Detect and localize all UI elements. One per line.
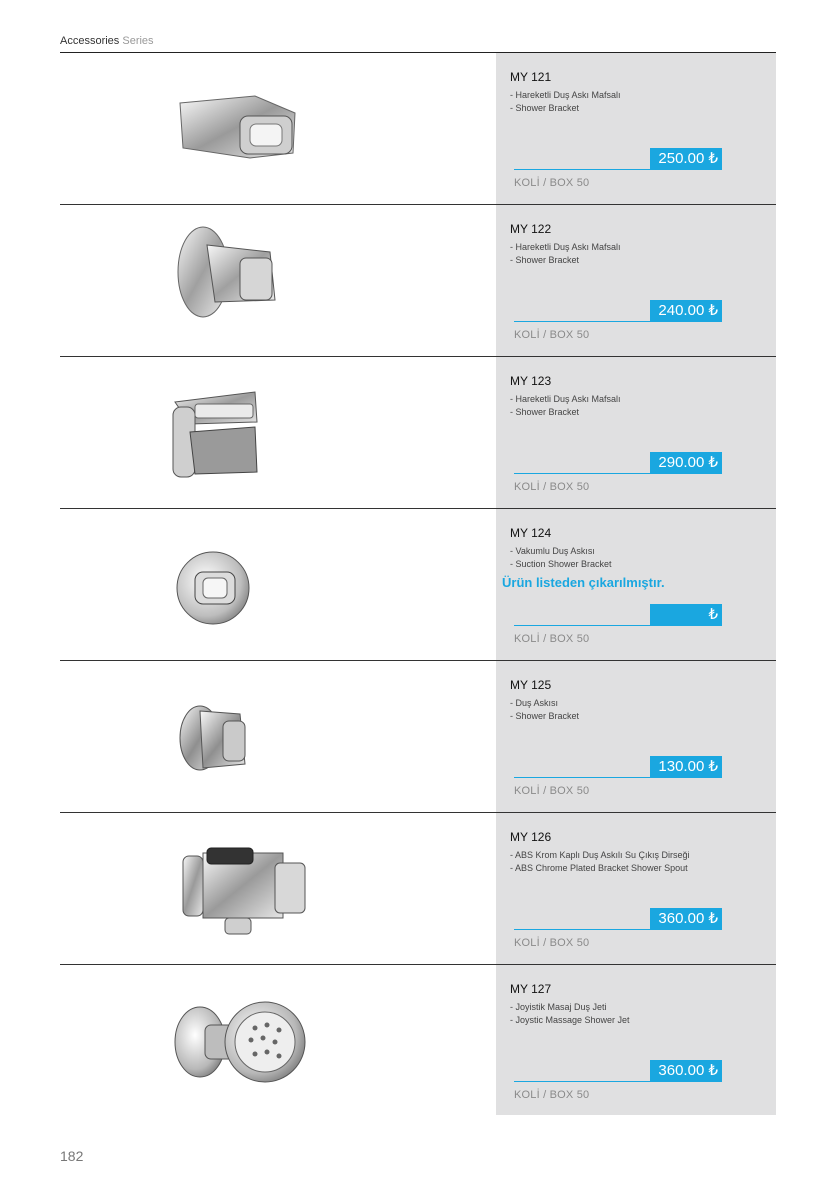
product-description — [510, 393, 621, 419]
price-line — [514, 169, 650, 170]
product-code: MY 121 — [510, 70, 552, 84]
description-en: - ABS Chrome Plated Bracket Shower Spout — [510, 863, 688, 873]
shower-bracket-square-icon — [145, 362, 325, 497]
product-description — [510, 89, 621, 115]
product-row — [60, 509, 776, 661]
box-quantity: KOLİ / BOX 50 — [514, 937, 590, 949]
description-en: - Shower Bracket — [510, 255, 580, 265]
product-code: MY 124 — [510, 526, 552, 540]
price-line — [514, 473, 650, 474]
box-quantity: KOLİ / BOX 50 — [514, 785, 590, 797]
page-number: 182 — [60, 1148, 84, 1164]
price-tag: 240.00 ₺ — [650, 300, 722, 322]
description-tr: - Hareketli Duş Askı Mafsalı — [510, 394, 621, 404]
discontinued-notice: Ürün listeden çıkarılmıştır. — [502, 575, 665, 590]
shower-bracket-round-icon — [145, 210, 325, 345]
product-row — [60, 965, 776, 1115]
box-quantity: KOLİ / BOX 50 — [514, 633, 590, 645]
price-tag: 250.00 ₺ — [650, 148, 722, 170]
product-row — [60, 53, 776, 205]
product-code: MY 125 — [510, 678, 552, 692]
product-description — [510, 241, 621, 267]
price-line — [514, 625, 650, 626]
description-tr: - Joyistik Masaj Duş Jeti — [510, 1002, 607, 1012]
page-header — [60, 35, 154, 47]
price-tag: 360.00 ₺ — [650, 1060, 722, 1082]
product-code: MY 122 — [510, 222, 552, 236]
wall-bracket-icon — [145, 666, 325, 801]
product-code: MY 123 — [510, 374, 552, 388]
description-tr: - Hareketli Duş Askı Mafsalı — [510, 242, 621, 252]
description-tr: - Duş Askısı — [510, 698, 559, 708]
header-series: Series — [122, 35, 154, 47]
price-tag: 360.00 ₺ — [650, 908, 722, 930]
description-tr: - ABS Krom Kaplı Duş Askılı Su Çıkış Dirseği — [510, 850, 690, 860]
description-en: - Shower Bracket — [510, 103, 580, 113]
box-quantity: KOLİ / BOX 50 — [514, 1089, 590, 1101]
product-row — [60, 205, 776, 357]
header-title: Accessories — [60, 35, 120, 47]
product-code: MY 126 — [510, 830, 552, 844]
price-line — [514, 929, 650, 930]
product-row — [60, 813, 776, 965]
price-tag: ₺ — [650, 604, 722, 626]
box-quantity: KOLİ / BOX 50 — [514, 329, 590, 341]
description-en: - Shower Bracket — [510, 711, 580, 721]
price-tag: 290.00 ₺ — [650, 452, 722, 474]
price-line — [514, 777, 650, 778]
product-description — [510, 697, 579, 723]
description-en: - Joystic Massage Shower Jet — [510, 1015, 630, 1025]
price-line — [514, 1081, 650, 1082]
box-quantity: KOLİ / BOX 50 — [514, 481, 590, 493]
product-row — [60, 357, 776, 509]
product-description — [510, 849, 690, 875]
description-tr: - Vakumlu Duş Askısı — [510, 546, 595, 556]
massage-jet-icon — [145, 970, 325, 1105]
shower-bracket-icon — [145, 58, 325, 193]
price-line — [514, 321, 650, 322]
price-tag: 130.00 ₺ — [650, 756, 722, 778]
description-en: - Shower Bracket — [510, 407, 580, 417]
suction-bracket-icon — [145, 514, 325, 649]
product-row — [60, 661, 776, 813]
product-code: MY 127 — [510, 982, 552, 996]
product-description — [510, 545, 612, 571]
product-description — [510, 1001, 630, 1027]
description-en: - Suction Shower Bracket — [510, 559, 612, 569]
box-quantity: KOLİ / BOX 50 — [514, 177, 590, 189]
description-tr: - Hareketli Duş Askı Mafsalı — [510, 90, 621, 100]
bracket-spout-icon — [145, 818, 325, 953]
